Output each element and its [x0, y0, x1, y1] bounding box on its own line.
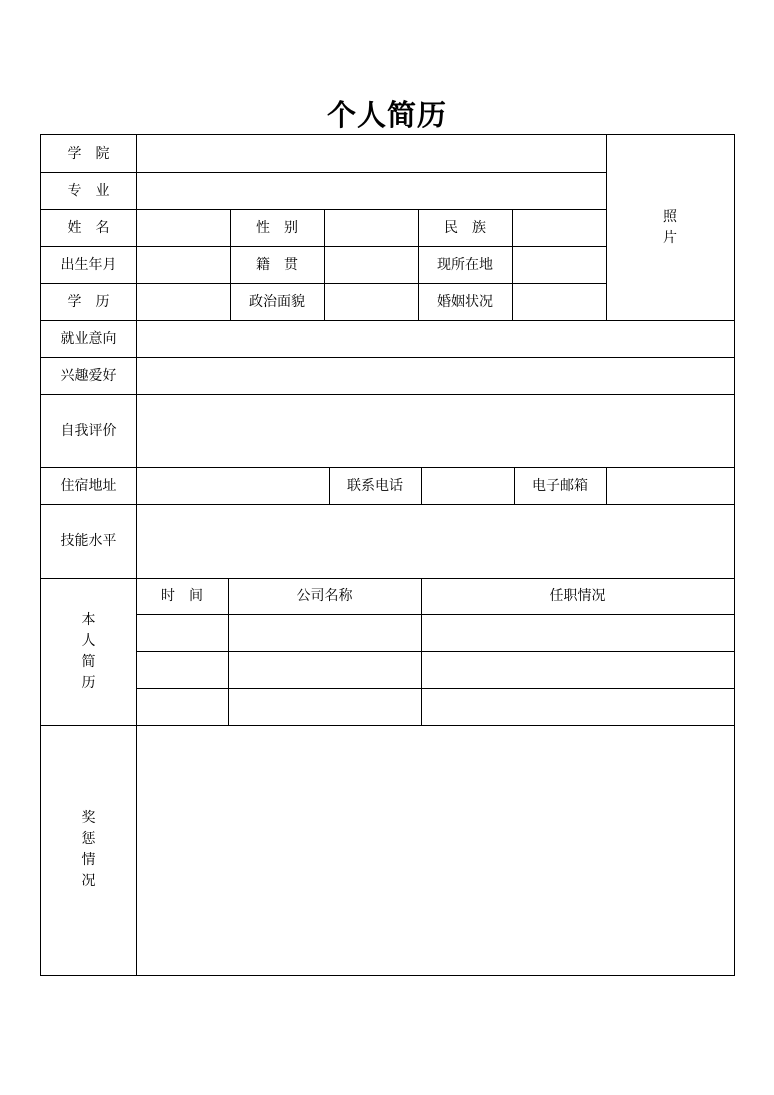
resume-section-label: [41, 578, 136, 725]
grid-line: [606, 135, 607, 320]
resume-row-3-position[interactable]: [421, 688, 734, 725]
awards-section-label: [41, 725, 136, 975]
skill-level-field[interactable]: [136, 504, 734, 578]
dorm-address-field[interactable]: [136, 467, 329, 504]
birth-field[interactable]: [136, 246, 230, 283]
photo-label-char: 片: [663, 229, 677, 246]
phone-field[interactable]: [421, 467, 514, 504]
native-place-field[interactable]: [324, 246, 418, 283]
awards-label-char: 奖: [81, 810, 96, 826]
label-college: 学 院: [67, 145, 110, 162]
resume-row-3-company[interactable]: [228, 688, 421, 725]
label-dorm-address: 住宿地址: [60, 477, 117, 494]
email-field[interactable]: [606, 467, 734, 504]
label-phone: 联系电话: [347, 477, 403, 494]
job-intention-field[interactable]: [136, 320, 734, 357]
label-education: 学 历: [67, 293, 110, 310]
label-ethnicity: 民 族: [444, 219, 486, 236]
photo-placeholder[interactable]: [606, 135, 734, 320]
resume-row-2-time[interactable]: [136, 651, 228, 688]
gender-field[interactable]: [324, 209, 418, 246]
grid-line: [41, 578, 734, 579]
resume-row-1-time[interactable]: [136, 614, 228, 651]
grid-line: [421, 467, 422, 504]
label-major: 专 业: [67, 182, 110, 199]
photo-label-char: 照: [663, 208, 677, 225]
grid-line: [136, 614, 734, 615]
resume-label-char: 本: [81, 611, 96, 628]
label-email: 电子邮箱: [532, 477, 588, 494]
grid-line: [41, 504, 734, 505]
label-job-intention: 就业意向: [60, 330, 117, 347]
resume-row-1-position[interactable]: [421, 614, 734, 651]
grid-line: [41, 467, 734, 468]
education-field[interactable]: [136, 283, 230, 320]
awards-label-char: 况: [81, 873, 96, 889]
resume-header-time: 时 间: [161, 588, 203, 604]
grid-line: [418, 209, 419, 320]
resume-row-2-position[interactable]: [421, 651, 734, 688]
label-self-evaluation: 自我评价: [60, 422, 117, 439]
grid-line: [228, 578, 229, 725]
current-location-field[interactable]: [512, 246, 606, 283]
label-birth: 出生年月: [60, 256, 117, 273]
awards-field[interactable]: [136, 725, 734, 975]
grid-line: [41, 725, 734, 726]
grid-line: [514, 467, 515, 504]
name-field[interactable]: [136, 209, 230, 246]
label-hobbies: 兴趣爱好: [60, 367, 117, 384]
grid-line: [136, 688, 734, 689]
resume-form-table: [40, 134, 735, 976]
resume-label-char: 简: [81, 653, 96, 670]
grid-line: [421, 578, 422, 725]
college-field[interactable]: [136, 135, 606, 172]
grid-line: [41, 394, 734, 395]
label-marital-status: 婚姻状况: [437, 293, 493, 310]
grid-line: [41, 320, 734, 321]
grid-line: [230, 209, 231, 320]
resume-label-char: 历: [81, 674, 96, 691]
grid-line: [41, 357, 734, 358]
resume-header-position: 任职情况: [549, 588, 606, 604]
ethnicity-field[interactable]: [512, 209, 606, 246]
label-name: 姓 名: [67, 219, 110, 236]
label-gender: 性 别: [256, 219, 298, 236]
grid-line: [136, 172, 606, 173]
label-political-status: 政治面貌: [249, 293, 305, 310]
self-evaluation-field[interactable]: [136, 394, 734, 467]
grid-line: [136, 135, 137, 975]
grid-line: [606, 467, 607, 504]
hobbies-field[interactable]: [136, 357, 734, 394]
marital-status-field[interactable]: [512, 283, 606, 320]
political-status-field[interactable]: [324, 283, 418, 320]
page-title: 个人简历: [326, 98, 447, 132]
resume-label-char: 人: [81, 632, 96, 649]
label-skill-level: 技能水平: [60, 533, 117, 549]
grid-line: [136, 651, 734, 652]
grid-line: [512, 209, 513, 320]
awards-label-char: 情: [81, 852, 96, 868]
grid-line: [324, 209, 325, 320]
resume-row-2-company[interactable]: [228, 651, 421, 688]
major-field[interactable]: [136, 172, 606, 209]
grid-line: [329, 467, 330, 504]
resume-header-company: 公司名称: [296, 588, 353, 604]
awards-label-char: 惩: [81, 831, 96, 847]
resume-row-3-time[interactable]: [136, 688, 228, 725]
resume-row-1-company[interactable]: [228, 614, 421, 651]
grid-line: [41, 172, 136, 173]
label-native-place: 籍 贯: [256, 256, 298, 273]
label-current-location: 现所在地: [437, 256, 493, 273]
